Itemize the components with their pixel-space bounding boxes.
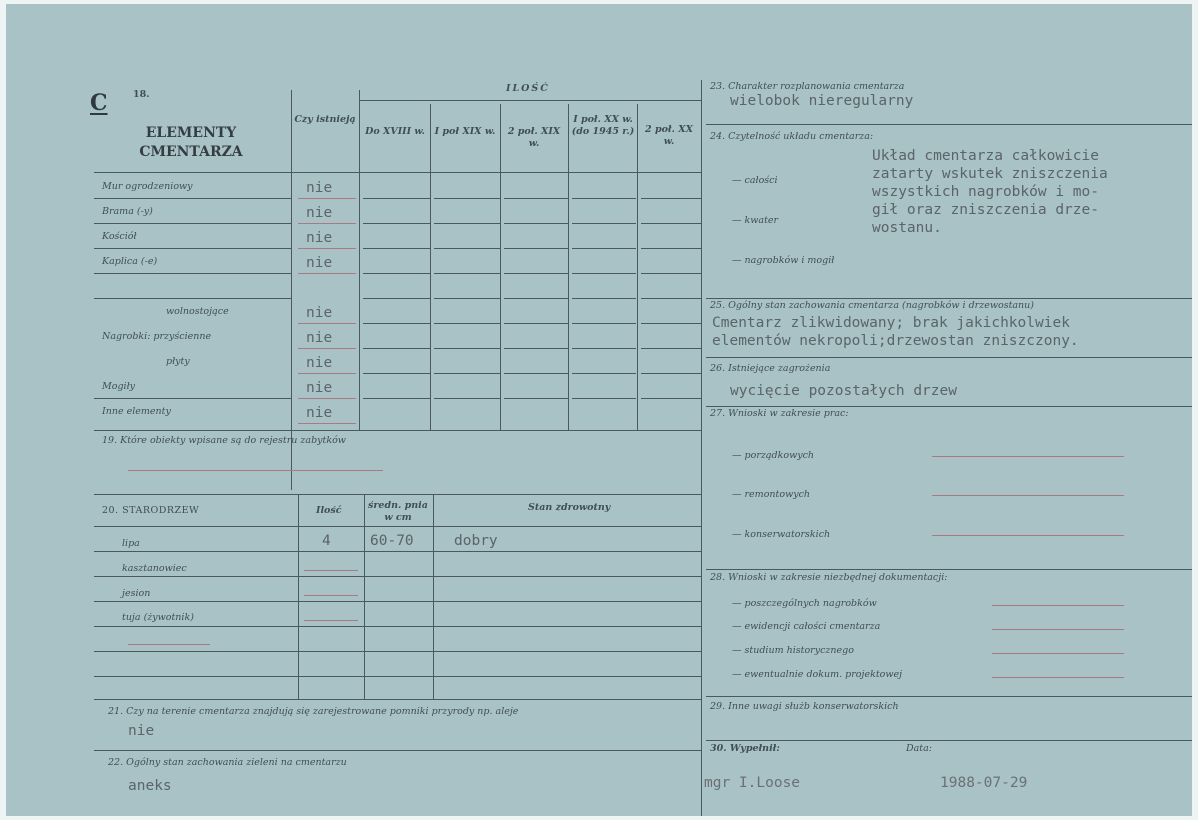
row-exists-value: nie — [306, 305, 333, 321]
section-23-value: wielobok nieregularny — [730, 93, 914, 109]
tree-label: lipa — [122, 538, 140, 549]
divider — [572, 348, 636, 349]
fill-line — [304, 570, 358, 571]
tree-count: 4 — [322, 533, 331, 549]
divider — [572, 198, 636, 199]
divider — [94, 576, 701, 577]
divider — [359, 100, 701, 101]
divider — [434, 398, 500, 399]
tree-label: kasztanowiec — [122, 563, 187, 574]
divider — [298, 494, 299, 699]
divider — [359, 90, 360, 430]
divider — [94, 198, 291, 199]
section-24-text-line: gił oraz zniszczenia drze- — [872, 202, 1099, 218]
divider — [504, 223, 568, 224]
section-28-item: — poszczególnych nagrobków — [732, 598, 877, 609]
section-27-item: — porządkowych — [732, 450, 815, 461]
divider — [504, 398, 568, 399]
fill-line — [992, 653, 1124, 654]
divider — [94, 223, 291, 224]
tree-health: dobry — [454, 533, 498, 549]
fill-line — [932, 535, 1124, 536]
fill-line — [298, 398, 356, 399]
col-header-xx-2: 2 poł. XX w. — [645, 124, 693, 147]
divider — [434, 323, 500, 324]
col-header-xix-2: 2 poł. XIX w. — [507, 126, 561, 149]
divider — [94, 430, 701, 431]
col-diameter-header: średn. pnia w cm — [368, 500, 428, 523]
section-25-text-line: Cmentarz zlikwidowany; brak jakichkolwiek — [712, 315, 1070, 331]
divider — [363, 298, 431, 299]
row-exists-value: nie — [306, 380, 333, 396]
divider — [572, 373, 636, 374]
row-label: Mogiły — [102, 381, 136, 392]
divider — [94, 398, 291, 399]
divider — [363, 323, 431, 324]
section-19-label: 19. Które obiekty wpisane są do rejestru zabytków — [102, 435, 346, 446]
row-label: Inne elementy — [102, 406, 171, 417]
divider — [434, 273, 500, 274]
divider — [641, 398, 701, 399]
section-24-text-line: wostanu. — [872, 220, 942, 236]
row-label: płyty — [166, 356, 190, 367]
section-22-label: 22. Ogólny stan zachowania zieleni na cmentarzu — [108, 757, 347, 768]
section-28-label: 28. Wnioski w zakresie niezbędnej dokumentacji: — [710, 572, 948, 583]
fill-line — [304, 595, 358, 596]
fill-line — [298, 423, 356, 424]
divider — [94, 273, 291, 274]
section-21-label: 21. Czy na terenie cmentarza znajdują się zarejestrowane pomniki przyrody np. aleje — [108, 706, 519, 717]
row-exists-value: nie — [306, 405, 333, 421]
tree-label: jesion — [122, 588, 151, 599]
divider — [504, 198, 568, 199]
fill-line — [992, 629, 1124, 630]
divider — [94, 551, 701, 552]
divider — [434, 223, 500, 224]
divider — [706, 569, 1192, 570]
fill-line — [932, 456, 1124, 457]
divider — [641, 298, 701, 299]
divider — [568, 104, 569, 430]
section-27-label: 27. Wnioski w zakresie prac: — [710, 408, 849, 419]
row-label: Mur ogrodzeniowy — [102, 181, 193, 192]
row-exists-value: nie — [306, 205, 333, 221]
divider — [364, 494, 365, 699]
row-exists-value: nie — [306, 230, 333, 246]
divider — [641, 223, 701, 224]
divider — [94, 526, 701, 527]
divider — [706, 696, 1192, 697]
divider — [641, 273, 701, 274]
divider — [434, 248, 500, 249]
col-exists-header: Czy istnieją — [294, 114, 356, 125]
divider — [706, 740, 1192, 741]
divider — [641, 323, 701, 324]
divider — [572, 298, 636, 299]
section-24-item: — całości — [732, 175, 778, 186]
row-exists-value: nie — [306, 330, 333, 346]
elements-title — [116, 124, 266, 162]
divider — [504, 348, 568, 349]
divider — [572, 398, 636, 399]
section-20-title: 20. STARODRZEW — [102, 505, 200, 516]
divider — [641, 348, 701, 349]
divider — [94, 494, 701, 495]
divider — [500, 104, 501, 430]
divider — [504, 373, 568, 374]
section-25-label: 25. Ogólny stan zachowania cmentarza (nagrobków i drzewostanu) — [710, 300, 1034, 311]
section-21-value: nie — [128, 723, 155, 739]
record-card — [6, 4, 1192, 816]
divider — [430, 104, 431, 430]
divider — [504, 298, 568, 299]
section-28-item: — studium historycznego — [732, 645, 854, 656]
elements-title-line1: ELEMENTY — [145, 125, 237, 141]
filled-date: 1988-07-29 — [940, 775, 1028, 791]
section-28-item: — ewidencji całości cmentarza — [732, 621, 881, 632]
divider — [434, 348, 500, 349]
divider — [363, 398, 431, 399]
divider — [572, 223, 636, 224]
divider — [434, 298, 500, 299]
divider — [94, 699, 701, 700]
elements-title-line2: CMENTARZA — [139, 143, 243, 160]
divider — [637, 104, 638, 430]
section-24-text-line: zatarty wskutek zniszczenia — [872, 166, 1108, 182]
tree-diameter: 60-70 — [370, 533, 414, 549]
section-24-text-line: wszystkich nagrobków i mo- — [872, 184, 1099, 200]
row-exists-value: nie — [306, 355, 333, 371]
fill-line — [298, 198, 356, 199]
section-24-label: 24. Czytelność układu cmentarza: — [710, 131, 874, 142]
row-exists-value: nie — [306, 255, 333, 271]
col-health-header: Stan zdrowotny — [528, 502, 611, 513]
divider — [706, 406, 1192, 407]
fill-line — [992, 677, 1124, 678]
divider — [363, 248, 431, 249]
divider — [504, 273, 568, 274]
row-label: Kościół — [102, 231, 137, 242]
section-30-label: 30. Wypełnił: — [710, 743, 780, 754]
center-divider — [701, 80, 702, 816]
divider — [706, 357, 1192, 358]
divider — [434, 373, 500, 374]
fill-line — [304, 620, 358, 621]
section-30-date-label: Data: — [906, 743, 932, 754]
divider — [434, 198, 500, 199]
divider — [363, 198, 431, 199]
section-23-label: 23. Charakter rozplanowania cmentarza — [710, 81, 905, 92]
quantity-header: ILOŚĆ — [506, 83, 550, 94]
fill-line — [298, 373, 356, 374]
divider — [572, 323, 636, 324]
divider — [94, 750, 701, 751]
divider — [572, 248, 636, 249]
row-label: Nagrobki: przyścienne — [102, 331, 212, 342]
fill-line — [128, 470, 383, 471]
section-26-label: 26. Istniejące zagrożenia — [710, 363, 831, 374]
divider — [363, 373, 431, 374]
row-exists-value: nie — [306, 180, 333, 196]
col-header-xviii: Do XVIII w. — [365, 126, 425, 137]
col-header-xx-1: I poł. XX w. (do 1945 r.) — [571, 114, 635, 137]
divider — [504, 248, 568, 249]
divider — [94, 298, 291, 299]
divider — [94, 172, 701, 173]
section-22-value: aneks — [128, 778, 172, 794]
divider — [94, 676, 701, 677]
divider — [363, 223, 431, 224]
section-18-number: 18. — [133, 89, 150, 100]
row-label: Kaplica (-e) — [102, 256, 158, 267]
divider — [94, 248, 291, 249]
divider — [504, 323, 568, 324]
fill-line — [932, 495, 1124, 496]
divider — [641, 248, 701, 249]
fill-line — [298, 273, 356, 274]
section-24-text-line: Układ cmentarza całkowicie — [872, 148, 1099, 164]
section-28-item: — ewentualnie dokum. projektowej — [732, 669, 903, 680]
filled-by-name: mgr I.Loose — [704, 775, 801, 791]
section-24-item: — nagrobków i mogił — [732, 255, 835, 266]
row-label: wolnostojące — [166, 306, 229, 317]
col-header-xix-1: I poł XIX w. — [434, 126, 496, 137]
tree-label: tuja (żywotnik) — [122, 612, 194, 623]
fill-line — [298, 248, 356, 249]
fill-line — [298, 223, 356, 224]
fill-line — [298, 323, 356, 324]
divider — [363, 348, 431, 349]
row-label: Brama (-y) — [102, 206, 153, 217]
divider — [641, 373, 701, 374]
card-letter: C — [90, 90, 108, 116]
divider — [94, 626, 701, 627]
section-27-item: — remontowych — [732, 489, 811, 500]
divider — [433, 494, 434, 699]
divider — [572, 273, 636, 274]
section-29-label: 29. Inne uwagi służb konserwatorskich — [710, 701, 899, 712]
fill-line — [298, 348, 356, 349]
divider — [706, 124, 1192, 125]
fill-line — [128, 644, 210, 645]
divider — [94, 651, 701, 652]
divider — [363, 273, 431, 274]
section-26-value: wycięcie pozostałych drzew — [730, 383, 957, 399]
fill-line — [992, 605, 1124, 606]
section-24-item: — kwater — [732, 215, 779, 226]
divider — [94, 601, 701, 602]
divider — [641, 198, 701, 199]
col-count-header: Ilość — [316, 505, 342, 516]
divider — [706, 298, 1192, 299]
section-25-text-line: elementów nekropoli;drzewostan zniszczony. — [712, 333, 1079, 349]
section-27-item: — konserwatorskich — [732, 529, 831, 540]
